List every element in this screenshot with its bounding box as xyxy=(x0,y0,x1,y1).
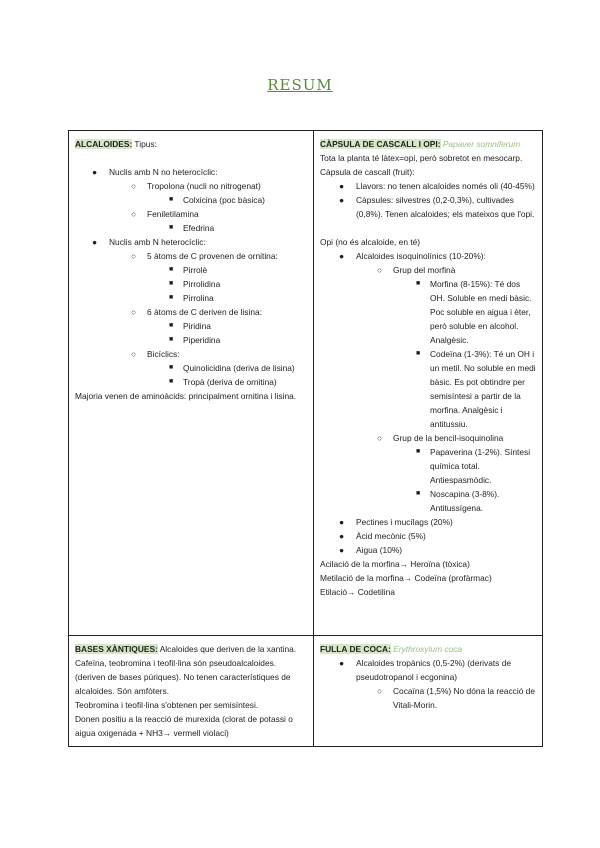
list-item-text: Efedrina xyxy=(183,223,215,233)
list-item xyxy=(320,179,537,193)
square-bullet-icon: ■ xyxy=(169,196,174,203)
hollow-circle-bullet-icon: ○ xyxy=(377,433,383,443)
list-item-text: Pirrolidina xyxy=(183,279,221,289)
bases-heading-rest: Alcaloides que deriven de la xantina. xyxy=(157,644,297,654)
list-item xyxy=(75,291,308,305)
list-item-text: Càpsules: silvestres (0,2-0,3%), cultivades (0,8%). Tenen alcaloides; els mateixos que l'opi. xyxy=(356,195,535,219)
list-item-text: Alcaloides isoquinolínics (10-20%): xyxy=(356,251,486,261)
alcaloides-heading-line xyxy=(75,137,308,151)
list-item xyxy=(320,515,537,529)
capsula-line-1: Acilació de la morfina→ Heroïna (tòxica) xyxy=(320,559,470,569)
opi-line: Opi (no és alcaloide, en té) xyxy=(320,237,421,247)
list-item xyxy=(75,179,308,193)
hollow-circle-bullet-icon: ○ xyxy=(131,307,137,317)
list-item-text: Feniletilamina xyxy=(147,209,199,219)
list-item xyxy=(75,235,308,249)
list-item xyxy=(320,529,537,543)
alcaloides-footer: Majoria venen de aminoàcids: principalment ornitina i lisina. xyxy=(75,391,297,401)
filled-circle-bullet-icon: ● xyxy=(339,251,345,261)
list-item-text: Pirrolè xyxy=(183,265,208,275)
capsula-list-2 xyxy=(320,249,537,557)
list-item xyxy=(320,263,537,277)
list-item-text: Cocaïna (1,5%) No dóna la reacció de Vitali-Morin. xyxy=(393,686,535,710)
capsula-heading-line xyxy=(320,137,537,151)
list-item xyxy=(75,361,308,375)
list-item-text: Nuclis amb N no heterocíclic: xyxy=(109,167,218,177)
bases-line-2: Teobromina i teofil·lina s'obtenen per semisíntesi. xyxy=(75,700,259,710)
list-item-text: Bicíclics: xyxy=(147,349,180,359)
list-item-text: Quinolicidina (deriva de lisina) xyxy=(183,363,295,373)
coca-heading: FULLA DE COCA: xyxy=(320,644,391,654)
filled-circle-bullet-icon: ● xyxy=(339,195,345,205)
hollow-circle-bullet-icon: ○ xyxy=(131,209,137,219)
summary-table xyxy=(68,130,543,747)
list-item-text: Grup del morfinà xyxy=(393,265,456,275)
hollow-circle-bullet-icon: ○ xyxy=(131,181,137,191)
list-item xyxy=(75,165,308,179)
square-bullet-icon: ■ xyxy=(416,448,421,455)
alcaloides-heading: ALCALOIDES: xyxy=(75,139,133,149)
capsula-heading: CÀPSULA DE CASCALL I OPI: xyxy=(320,139,441,149)
bases-line-1: Cafeïna, teobromina i teofil·lina són pseudoalcaloides. (deriven de bases púriques). No tenen característiques de alcaloides. Són amfòters. xyxy=(75,658,291,696)
list-item-text: 6 àtoms de C deriven de lisina: xyxy=(147,307,262,317)
hollow-circle-bullet-icon: ○ xyxy=(131,349,137,359)
list-item-text: Aigua (10%) xyxy=(356,545,403,555)
filled-circle-bullet-icon: ● xyxy=(339,517,345,527)
list-item xyxy=(75,249,308,263)
list-item xyxy=(75,263,308,277)
bases-heading: BASES XÀNTIQUES: xyxy=(75,644,158,654)
bases-heading-line xyxy=(75,642,308,656)
list-item xyxy=(75,193,308,207)
filled-circle-bullet-icon: ● xyxy=(92,167,98,177)
list-item-text: Tropolona (nucli no nitrogenat) xyxy=(147,181,261,191)
list-item xyxy=(75,221,308,235)
list-item xyxy=(320,656,537,684)
list-item xyxy=(75,347,308,361)
coca-scientific-name: Erythroxylum coca xyxy=(393,644,463,654)
list-item-text: Codeïna (1-3%): Té un OH i un metil. No soluble en medi bàsic. Es pot obtindre per semisíntesi a partir de la morfina. Analgèsic i antitussiu. xyxy=(430,349,536,429)
square-bullet-icon: ■ xyxy=(169,322,174,329)
list-item-text: 5 àtoms de C provenen de ornitina: xyxy=(147,251,278,261)
alcaloides-list xyxy=(75,165,308,389)
capsula-line-3: Etilació→ Codetilina xyxy=(320,587,395,597)
list-item-text: Tropà (deriva de ornitina) xyxy=(183,377,277,387)
list-item-text: Pirrolina xyxy=(183,293,214,303)
capsula-list-1 xyxy=(320,179,537,221)
square-bullet-icon: ■ xyxy=(169,336,174,343)
list-item xyxy=(75,319,308,333)
list-item xyxy=(320,543,537,557)
coca-heading-line xyxy=(320,642,537,656)
list-item-text: Piridina xyxy=(183,321,211,331)
list-item xyxy=(75,375,308,389)
capsula-line-2: Metilació de la morfina→ Codeïna (profàrmac) xyxy=(320,573,492,583)
square-bullet-icon: ■ xyxy=(169,280,174,287)
list-item xyxy=(75,207,308,221)
filled-circle-bullet-icon: ● xyxy=(339,181,345,191)
capsula-intro-1: Tota la planta té làtex=opi, però sobretot en mesocarp. xyxy=(320,153,523,163)
capsula-intro-2: Càpsula de cascall (fruit): xyxy=(320,167,415,177)
square-bullet-icon: ■ xyxy=(169,224,174,231)
list-item-text: Morfina (8-15%): Té dos OH. Soluble en medi bàsic. Poc soluble en aigua i èter, però soluble en alcohol. Analgèsic. xyxy=(430,279,532,345)
hollow-circle-bullet-icon: ○ xyxy=(131,251,137,261)
bases-cell xyxy=(69,636,314,747)
list-item xyxy=(320,487,537,515)
square-bullet-icon: ■ xyxy=(169,378,174,385)
list-item-text: Alcaloides tropànics (0,5-2%) (derivats de pseudotropanol i ecgonina) xyxy=(356,658,512,682)
list-item xyxy=(75,277,308,291)
filled-circle-bullet-icon: ● xyxy=(92,237,98,247)
list-item-text: Àcid mecònic (5%) xyxy=(356,531,426,541)
hollow-circle-bullet-icon: ○ xyxy=(377,686,383,696)
alcaloides-cell xyxy=(69,131,314,636)
coca-cell xyxy=(314,636,543,747)
list-item xyxy=(320,249,537,263)
list-item xyxy=(320,431,537,445)
list-item-text: Colxicina (poc bàsica) xyxy=(183,195,265,205)
list-item-text: Grup de la bencil-isoquinolina xyxy=(393,433,504,443)
filled-circle-bullet-icon: ● xyxy=(339,545,345,555)
filled-circle-bullet-icon: ● xyxy=(339,658,345,668)
list-item xyxy=(320,445,537,487)
list-item xyxy=(75,305,308,319)
list-item-text: Papaverina (1-2%). Síntesi química total. Antiespasmòdic. xyxy=(430,447,531,485)
list-item xyxy=(75,333,308,347)
square-bullet-icon: ■ xyxy=(169,266,174,273)
capsula-scientific-name: Papaver somniferum xyxy=(442,139,521,149)
list-item xyxy=(320,347,537,431)
alcaloides-heading-rest: Tipus: xyxy=(132,139,157,149)
square-bullet-icon: ■ xyxy=(416,490,421,497)
list-item-text: Pectines i mucílags (20%) xyxy=(356,517,453,527)
list-item-text: Piperidina xyxy=(183,335,221,345)
list-item xyxy=(320,684,537,712)
square-bullet-icon: ■ xyxy=(169,364,174,371)
square-bullet-icon: ■ xyxy=(416,280,421,287)
coca-list xyxy=(320,656,537,712)
list-item-text: Nuclis amb N heterocíclic: xyxy=(109,237,206,247)
list-item-text: Llavors: no tenen alcaloides només oli (40-45%) xyxy=(356,181,535,191)
square-bullet-icon: ■ xyxy=(169,294,174,301)
hollow-circle-bullet-icon: ○ xyxy=(377,265,383,275)
list-item xyxy=(320,277,537,347)
bases-line-3: Donen positiu a la reacció de murexida (clorat de potassi o aigua oxigenada + NH3→ vermell violaci) xyxy=(75,714,293,738)
list-item-text: Noscapina (3-8%). Antitussígena. xyxy=(430,489,500,513)
list-item xyxy=(320,193,537,221)
square-bullet-icon: ■ xyxy=(416,350,421,357)
capsula-cell xyxy=(314,131,543,636)
page-title: RESUM xyxy=(267,76,333,94)
filled-circle-bullet-icon: ● xyxy=(339,531,345,541)
